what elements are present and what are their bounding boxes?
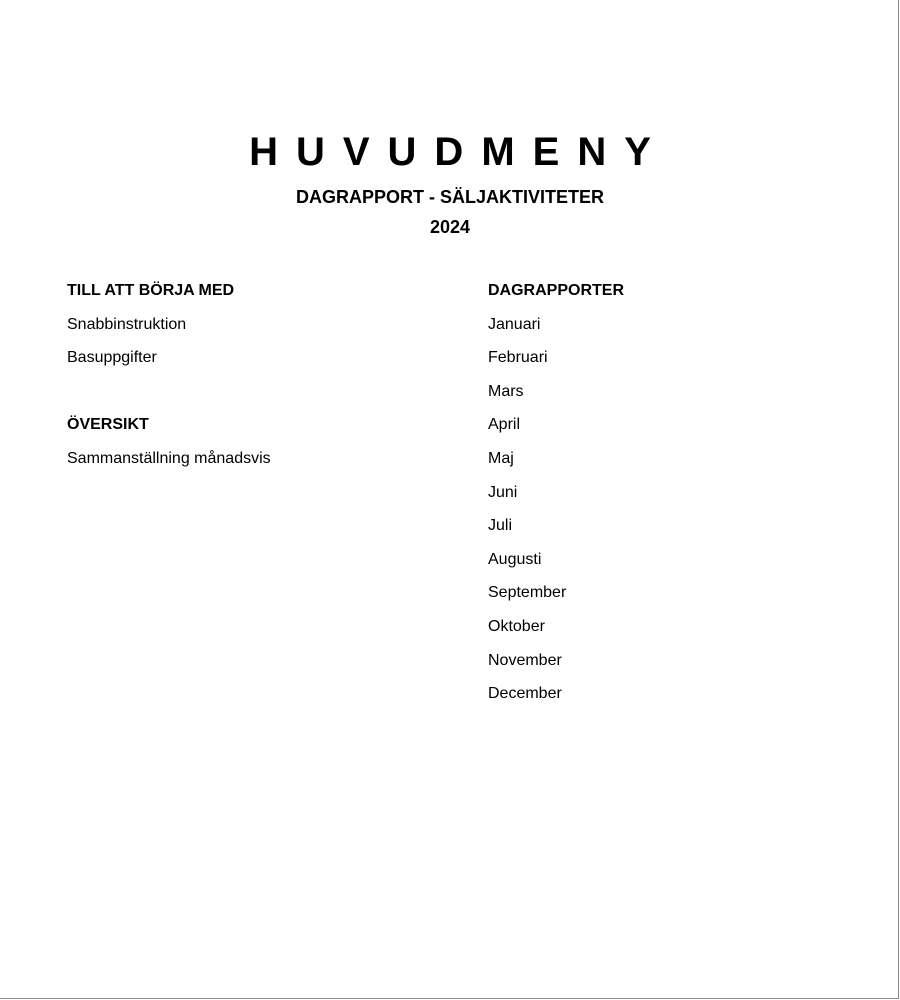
page-subtitle: DAGRAPPORT - SÄLJAKTIVITETER (295, 187, 604, 207)
section-heading-getting-started: TILL ATT BÖRJA MED (67, 282, 235, 299)
month-link-september[interactable]: September (488, 584, 567, 602)
month-link-october[interactable]: Oktober (488, 617, 545, 635)
month-link-march[interactable]: Mars (488, 382, 524, 400)
month-link-august[interactable]: Augusti (488, 550, 542, 568)
report-year: 2024 (429, 217, 471, 237)
page-title: HUVUDMENY (249, 130, 669, 174)
menu-link-quick-instructions[interactable]: Snabbinstruktion (67, 315, 187, 333)
month-link-february[interactable]: Februari (488, 349, 548, 367)
month-link-june[interactable]: Juni (488, 483, 518, 501)
month-link-july[interactable]: Juli (488, 517, 513, 535)
section-heading-overview: ÖVERSIKT (67, 416, 149, 434)
menu-link-basic-info[interactable]: Basuppgifter (67, 349, 157, 367)
month-link-january[interactable]: Januari (488, 315, 541, 333)
month-link-december[interactable]: December (488, 685, 562, 703)
month-link-november[interactable]: November (488, 651, 562, 669)
month-link-may[interactable]: Maj (488, 449, 514, 467)
left-menu-column (67, 280, 447, 482)
month-link-april[interactable]: April (488, 416, 521, 434)
section-heading-daily-reports: DAGRAPPORTER (488, 282, 625, 299)
menu-link-monthly-summary[interactable]: Sammanställning månadsvis (67, 449, 271, 467)
right-menu-column (488, 280, 868, 717)
section-spacer (67, 381, 447, 415)
